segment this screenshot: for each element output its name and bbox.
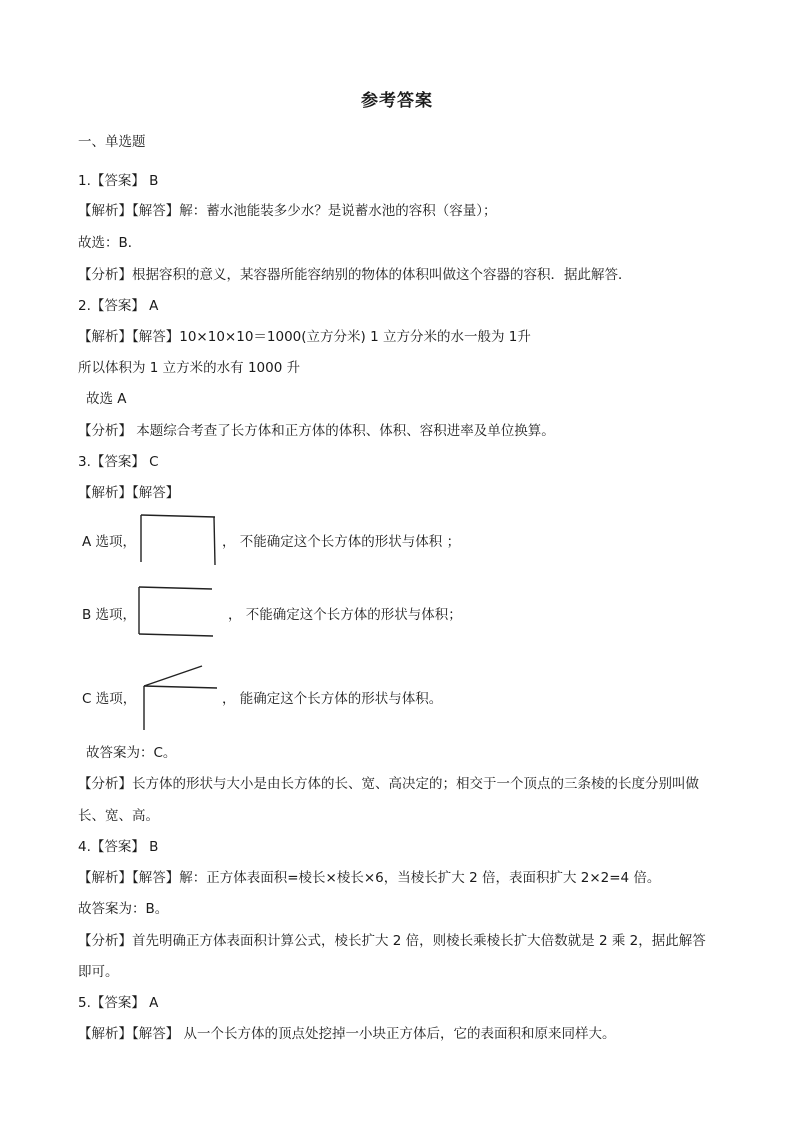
q3-a-edge-top [141,515,215,517]
q3-note-line2: 长、宽、高。 [78,808,159,824]
q4-analysis: 【解析】【解答】解：正方体表面积=棱长×棱长×6，当棱长扩大 2 倍，表面积扩大 2×2=4 倍。 [78,870,661,886]
q3-option-b-label: B 选项， [82,607,137,623]
q3-c-edge-depth [144,666,202,686]
q2-line2: 所以体积为 1 立方米的水有 1000 升 [78,360,301,376]
q4-answer: 4.【答案】 B [78,839,159,855]
q3-option-a-figure [138,512,218,568]
q3-option-c-text: ， 能确定这个长方体的形状与体积。 [222,691,443,707]
q3-option-a-label: A 选项， [82,534,137,550]
q3-b-edge-bottom [139,634,213,636]
q3-analysis: 【解析】【解答】 [78,485,180,501]
q1-note: 【分析】根据容积的意义，某容器所能容纳别的物体的体积叫做这个容器的容积．据此解答． [78,267,632,283]
q2-analysis: 【解析】【解答】10×10×10＝1000(立方分米) 1 立方分米的水一般为 1升 [78,329,531,345]
q3-option-a-text: ， 不能确定这个长方体的形状与体积 ； [222,534,461,550]
q2-choice: 故选 A [86,391,127,407]
q3-answer: 3.【答案】 C [78,454,159,470]
q3-c-edge-length [144,686,217,688]
q4-note-line2: 即可。 [78,964,119,980]
page-title: 参考答案 [361,91,433,111]
section-heading: 一、单选题 [78,134,146,150]
q3-option-b-text: ， 不能确定这个长方体的形状与体积； [228,607,462,623]
q3-option-c-label: C 选项， [82,691,137,707]
q3-option-b-figure [136,584,218,640]
q1-answer: 1.【答案】 B [78,173,159,189]
q3-option-c-figure [140,662,222,732]
q3-note-line1: 【分析】长方体的形状与大小是由长方体的长、宽、高决定的；相交于一个顶点的三条棱的长度分别叫做 [78,776,699,792]
q4-note-line1: 【分析】首先明确正方体表面积计算公式，棱长扩大 2 倍，则棱长乘棱长扩大倍数就是 2 乘 2，据此解答 [78,933,706,949]
q2-note: 【分析】 本题综合考查了长方体和正方体的体积、体积、容积进率及单位换算。 [78,423,555,439]
q3-b-edge-top [139,587,212,589]
q1-choice: 故选：B． [78,235,142,251]
q4-choice: 故答案为：B。 [78,901,169,917]
q1-analysis: 【解析】【解答】解：蓄水池能装多少水？是说蓄水池的容积（容量）； [78,203,497,219]
q5-analysis: 【解析】【解答】 从一个长方体的顶点处挖掉一小块正方体后，它的表面积和原来同样大。 [78,1026,616,1042]
q3-a-edge-right [214,517,215,565]
q2-answer: 2.【答案】 A [78,298,159,314]
q3-choice: 故答案为：C。 [86,745,177,761]
q5-answer: 5.【答案】 A [78,995,159,1011]
